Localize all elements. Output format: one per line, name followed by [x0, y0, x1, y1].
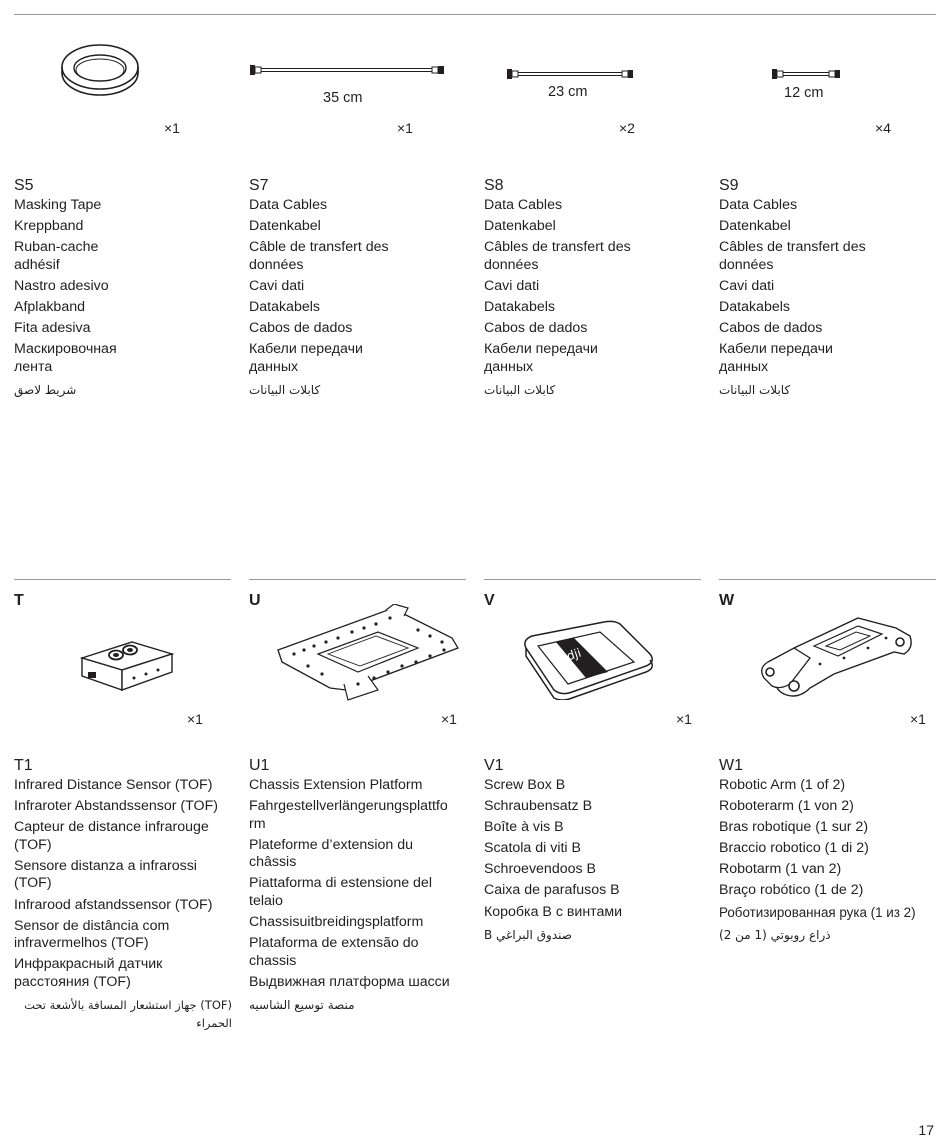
part-code: S7: [249, 177, 269, 194]
part-name-arabic: كابلات البيانات: [249, 382, 321, 397]
part-name-arabic: منصة توسيع الشاسيه: [249, 998, 355, 1013]
masking-tape-image: [58, 40, 142, 100]
part-name: Caixa de parafusos B: [484, 882, 620, 899]
part-name: Sensore distanza a infrarossi (TOF): [14, 857, 197, 892]
part-code: V1: [484, 757, 504, 774]
part-name: Datenkabel: [484, 218, 556, 235]
part-s5: [14, 176, 232, 403]
part-name-arabic: ذراع روبوتي (1 من 2): [719, 927, 831, 942]
part-name-arabic: (TOF) جهاز استشعار المسافة بالأشعة تحت الحمراء: [24, 998, 232, 1030]
page-number: 17: [918, 1122, 934, 1138]
part-name: Коробка B с винтами: [484, 903, 623, 920]
robotic-arm-image: [754, 608, 914, 704]
part-name-list: [14, 777, 232, 1036]
part-name: Cabos de dados: [719, 320, 823, 337]
part-name: Infrared Distance Sensor (TOF): [14, 777, 213, 793]
cable-length-label: 23 cm: [548, 84, 588, 100]
part-code: U1: [249, 757, 270, 774]
part-name: Инфракрасный датчик расстояния (TOF): [14, 956, 163, 990]
part-w1: [719, 756, 937, 948]
part-name-list: [249, 777, 467, 1018]
section-divider: [14, 579, 231, 580]
quantity-label: ×4: [875, 120, 891, 136]
part-name: Plateforme d’extension du châssis: [249, 836, 414, 871]
part-name: Cavi dati: [719, 277, 775, 294]
chassis-extension-platform-image: [268, 604, 462, 704]
section-letter: U: [249, 592, 261, 609]
part-name: Câbles de transfert des données: [484, 239, 631, 273]
part-name-list: [249, 197, 467, 403]
section-letter: W: [719, 592, 735, 609]
part-name: Screw Box B: [484, 777, 566, 793]
part-code: S9: [719, 177, 739, 194]
part-name-list: [484, 197, 702, 403]
section-divider: [719, 579, 936, 580]
part-name: Infrarood afstandssensor (TOF): [14, 896, 213, 913]
part-name: Bras robotique (1 sur 2): [719, 819, 869, 836]
section-divider: [249, 579, 466, 580]
part-name-list: [719, 777, 937, 948]
tof-sensor-image: [76, 628, 178, 696]
svg-text:dji: dji: [564, 645, 583, 664]
top-divider: [14, 14, 936, 15]
part-name: Braccio robotico (1 di 2): [719, 840, 869, 857]
part-code: T1: [14, 757, 33, 774]
data-cable-35cm-image: [248, 62, 446, 78]
quantity-label: ×2: [619, 120, 635, 136]
part-name: Kreppband: [14, 218, 84, 235]
part-name: Cabos de dados: [484, 320, 588, 337]
part-name: Datakabels: [719, 298, 790, 315]
part-name: Plataforma de extensão do chassis: [249, 935, 419, 969]
section-letter: V: [484, 592, 495, 609]
part-name: Data Cables: [719, 197, 798, 213]
part-name: Ruban-cache adhésif: [14, 239, 99, 273]
quantity-label: ×1: [441, 711, 457, 727]
part-name: Robotic Arm (1 of 2): [719, 777, 846, 793]
part-name: Robotarm (1 van 2): [719, 861, 842, 878]
part-name: Câble de transfert des données: [249, 239, 389, 273]
quantity-label: ×1: [164, 120, 180, 136]
part-name: Data Cables: [249, 197, 328, 213]
part-name: Scatola di viti B: [484, 840, 581, 857]
part-code: W1: [719, 757, 743, 774]
part-name-arabic: كابلات البيانات: [719, 382, 791, 397]
data-cable-23cm-image: [505, 66, 635, 82]
part-name: Datakabels: [249, 298, 320, 315]
part-name: Datakabels: [484, 298, 555, 315]
part-name: Cavi dati: [484, 277, 540, 294]
part-name: Boîte à vis B: [484, 819, 564, 836]
part-name: Кабели передачи данных: [249, 341, 363, 375]
quantity-label: ×1: [676, 711, 692, 727]
part-name-arabic: شريط لاصق: [14, 382, 77, 397]
part-name: Afplakband: [14, 298, 85, 315]
part-name: Chassis Extension Platform: [249, 777, 423, 793]
cable-length-label: 12 cm: [784, 85, 824, 101]
part-name: Выдвижная платформа шасси: [249, 973, 450, 990]
section-divider: [484, 579, 701, 580]
part-name: Capteur de distance infrarouge (TOF): [14, 819, 209, 853]
part-name: Маскировочная лента: [14, 341, 117, 375]
part-name-list: [14, 197, 232, 403]
part-name: Cabos de dados: [249, 320, 353, 337]
cable-length-label: 35 cm: [323, 90, 363, 106]
section-letter: T: [14, 592, 24, 609]
part-name-arabic: صندوق البراغي B: [484, 927, 572, 942]
part-name-list: [719, 197, 937, 403]
part-s9: [719, 176, 937, 403]
part-name: Кабели передачи данных: [719, 341, 833, 375]
data-cable-12cm-image: [770, 66, 842, 82]
part-s7: [249, 176, 467, 403]
part-u1: [249, 756, 467, 1018]
part-name: Datenkabel: [719, 218, 791, 235]
part-name: Schroevendoos B: [484, 861, 596, 878]
part-name: Chassisuitbreidingsplatform: [249, 914, 424, 931]
part-name: Schraubensatz B: [484, 798, 593, 815]
quantity-label: ×1: [910, 711, 926, 727]
part-name: Piattaforma di estensione del telaio: [249, 875, 432, 910]
part-name: Роботизированная рука (1 из 2): [719, 904, 916, 920]
part-name: Masking Tape: [14, 197, 102, 213]
part-name: Кабели передачи данных: [484, 341, 598, 375]
part-name: Cavi dati: [249, 277, 305, 294]
part-name: Fita adesiva: [14, 320, 91, 337]
quantity-label: ×1: [397, 120, 413, 136]
part-name-list: [484, 777, 702, 948]
part-name: Datenkabel: [249, 218, 321, 235]
part-name: Data Cables: [484, 197, 563, 213]
part-s8: [484, 176, 702, 403]
part-name: Nastro adesivo: [14, 277, 109, 294]
part-name-arabic: كابلات البيانات: [484, 382, 556, 397]
part-code: S8: [484, 177, 504, 194]
part-name: Sensor de distância com infravermelhos (TOF): [14, 917, 170, 952]
part-name: Câbles de transfert des données: [719, 239, 866, 273]
part-t1: [14, 756, 232, 1036]
part-name: Roboterarm (1 von 2): [719, 798, 854, 815]
quantity-label: ×1: [187, 711, 203, 727]
part-code: S5: [14, 177, 34, 194]
part-name: Braço robótico (1 de 2): [719, 882, 864, 899]
part-v1: [484, 756, 702, 948]
part-name: Infraroter Abstandssensor (TOF): [14, 798, 218, 815]
screw-box-image: [516, 618, 660, 700]
part-name: Fahrgestellverlängerungsplattfo rm: [249, 798, 448, 832]
